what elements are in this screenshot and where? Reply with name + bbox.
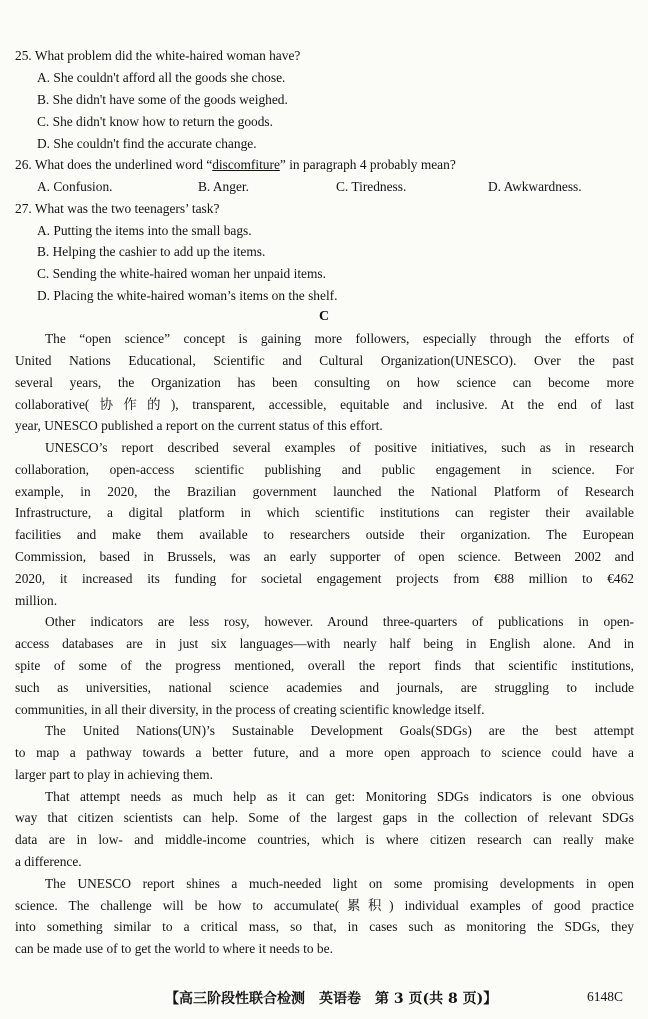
paper-code: 6148C (587, 989, 624, 1004)
question-26-stem-post: ” in paragraph 4 probably mean? (279, 157, 456, 172)
passage-line: larger part to play in achieving them. (15, 767, 213, 782)
passage-line: to map a pathway towards a better future, and a more open approach to science could have a (15, 745, 634, 760)
passage-line: spite of some of the progress mentioned, overall the report finds that scientific institutions, (15, 658, 634, 673)
section-heading: C (318, 309, 330, 324)
passage-line: a difference. (15, 854, 82, 869)
question-26-option-b: B. Anger. (198, 179, 249, 194)
passage-line: Commission, based in Brussels, was an early supporter of open science. Between 2002 and (15, 549, 634, 564)
passage-line: Other indicators are less rosy, however. Around three-quarters of publications in open- (45, 614, 634, 629)
question-25-option-d: D. She couldn't find the accurate change. (37, 136, 257, 151)
passage-line: The “open science” concept is gaining more followers, especially through the efforts of (45, 331, 634, 346)
passage-line: million. (15, 593, 58, 608)
page-footer-title: 【高三阶段性联合检测 英语卷 第 3 页(共 8 页)】 (165, 991, 498, 1007)
passage-line: data are in low- and middle-income countries, which is where citizen research can really make (15, 832, 634, 847)
passage-line: communities, in all their diversity, in the process of creating scientific knowledge itself. (15, 702, 485, 717)
question-25-option-c: C. She didn't know how to return the goods. (37, 114, 273, 129)
question-27-option-d: D. Placing the white-haired woman’s items on the shelf. (37, 288, 338, 303)
question-26-option-a: A. Confusion. (37, 179, 113, 194)
passage-line: several years, the Organization has been consulting on how science can become more (15, 375, 634, 390)
question-25-option-b: B. She didn't have some of the goods weighed. (37, 92, 288, 107)
passage-line: example, in 2020, the Brazilian government launched the National Platform of Research (15, 484, 634, 499)
passage-line: access databases are in just six languages—with nearly half being in English alone. And in (15, 636, 634, 651)
passage-line: The UNESCO report shines a much-needed light on some promising developments in open (45, 876, 634, 891)
question-26-stem-word: discomfiture (212, 157, 280, 172)
question-26-stem (15, 154, 456, 176)
question-26-stem-pre: 26. What does the underlined word “ (15, 157, 213, 172)
passage-line: The United Nations(UN)’s Sustainable Development Goals(SDGs) are the best attempt (45, 723, 634, 738)
passage-line: into something similar to a critical mass, so that, in cases such as monitoring the SDGs, they (15, 919, 634, 934)
passage-line: 2020, it increased its funding for societal engagement projects from €88 million to €462 (15, 571, 634, 586)
passage-line: such as universities, national science academies and journals, are struggling to include (15, 680, 634, 695)
passage-line: collaborative(协作的), transparent, accessible, equitable and inclusive. At the end of last (15, 397, 634, 412)
question-27-option-b: B. Helping the cashier to add up the items. (37, 244, 266, 259)
passage-line: collaboration, open-access scientific publishing and public engagement in science. For (15, 462, 634, 477)
passage-line: can be made use of to get the world to where it needs to be. (15, 941, 333, 956)
question-27-stem: 27. What was the two teenagers’ task? (15, 201, 220, 216)
passage-line: UNESCO’s report described several examples of positive initiatives, such as in research (45, 440, 634, 455)
question-26-option-d: D. Awkwardness. (488, 179, 582, 194)
question-25-option-a: A. She couldn't afford all the goods she chose. (37, 70, 286, 85)
passage-line: facilities and make them available to researchers outside their organization. The European (15, 527, 634, 542)
passage-line: United Nations Educational, Scientific and Cultural Organization(UNESCO). Over the past (15, 353, 634, 368)
question-27-option-a: A. Putting the items into the small bags. (37, 223, 252, 238)
question-26-option-c: C. Tiredness. (336, 179, 407, 194)
passage-line: science. The challenge will be how to accumulate(累积) individual examples of good practice (15, 898, 634, 913)
passage-line: way that citizen scientists can help. Some of the largest gaps in the collection of relevant SDGs (15, 810, 634, 825)
question-27-option-c: C. Sending the white-haired woman her unpaid items. (37, 266, 326, 281)
passage-line: Infrastructure, a digital platform in which scientific institutions can register their available (15, 505, 634, 520)
passage-line: That attempt needs as much help as it can get: Monitoring SDGs indicators is one obvious (45, 789, 634, 804)
question-25-stem: 25. What problem did the white-haired woman have? (15, 48, 301, 63)
passage-line: year, UNESCO published a report on the current status of this effort. (15, 418, 383, 433)
